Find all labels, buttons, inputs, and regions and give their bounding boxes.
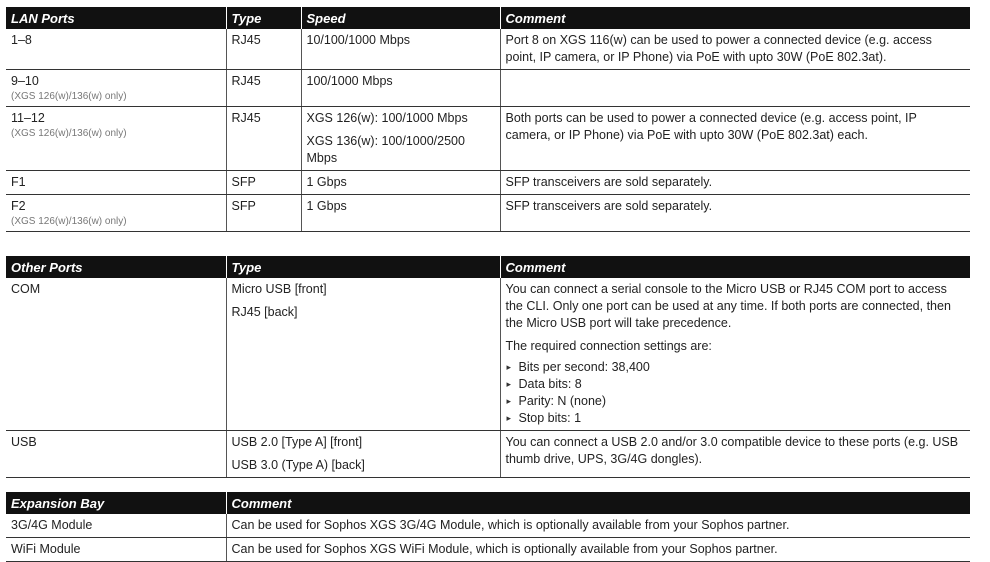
table-row	[6, 107, 970, 171]
port-type: RJ45	[226, 70, 301, 107]
col-expansion-bay: Expansion Bay	[6, 492, 226, 514]
table-row	[6, 538, 970, 562]
expansion-bay-table	[6, 492, 970, 562]
port-name: USB	[6, 431, 226, 478]
port-comment: You can connect a USB 2.0 and/or 3.0 compatible device to these ports (e.g. USB thumb drive, UPS, 3G/4G dongles).	[500, 431, 970, 478]
port-name: 1–8	[6, 29, 226, 70]
col-speed: Speed	[301, 7, 500, 29]
lan-ports-table	[6, 7, 970, 232]
module-name: WiFi Module	[6, 538, 226, 562]
port-comment: SFP transceivers are sold separately.	[500, 171, 970, 195]
other-ports-table	[6, 256, 970, 478]
port-name: 9–10 (XGS 126(w)/136(w) only)	[6, 70, 226, 107]
port-type: Micro USB [front] RJ45 [back]	[226, 278, 500, 431]
col-comment: Comment	[500, 7, 970, 29]
port-name: F2 (XGS 126(w)/136(w) only)	[6, 195, 226, 232]
port-type: RJ45	[226, 107, 301, 171]
port-note: (XGS 126(w)/136(w) only)	[11, 216, 127, 227]
col-comment: Comment	[226, 492, 970, 514]
list-item: ▸ Data bits: 8	[506, 376, 966, 393]
other-ports-header	[6, 256, 970, 278]
port-type: SFP	[226, 171, 301, 195]
port-comment: You can connect a serial console to the Micro USB or RJ45 COM port to access the CLI. Only one port can be used at any time. If both ports are connected, then the Micro USB port will take precedence. The required connection settings are: ▸ Bits per second: 38,400 ▸ Data bits: 8 ▸ Parity: N (none) ▸ Stop bits: 1	[500, 278, 970, 431]
col-other-ports: Other Ports	[6, 256, 226, 278]
port-comment: SFP transceivers are sold separately.	[500, 195, 970, 232]
port-note: (XGS 126(w)/136(w) only)	[11, 128, 127, 139]
module-comment: Can be used for Sophos XGS WiFi Module, which is optionally available from your Sophos partner.	[226, 538, 970, 562]
module-comment: Can be used for Sophos XGS 3G/4G Module, which is optionally available from your Sophos partner.	[226, 514, 970, 538]
port-type: RJ45	[226, 29, 301, 70]
table-row	[6, 195, 970, 232]
col-comment: Comment	[500, 256, 970, 278]
col-type: Type	[226, 256, 500, 278]
port-comment: Both ports can be used to power a connected device (e.g. access point, IP camera, or IP Phone) via PoE with upto 30W (PoE 802.3at) each.	[500, 107, 970, 171]
port-speed: 1 Gbps	[301, 195, 500, 232]
port-note: (XGS 126(w)/136(w) only)	[11, 91, 127, 102]
table-row	[6, 278, 970, 431]
port-name: F1	[6, 171, 226, 195]
port-speed: 1 Gbps	[301, 171, 500, 195]
table-row	[6, 431, 970, 478]
port-name: COM	[6, 278, 226, 431]
col-lan-ports: LAN Ports	[6, 7, 226, 29]
table-row	[6, 29, 970, 70]
table-row	[6, 514, 970, 538]
list-item: ▸ Stop bits: 1	[506, 410, 966, 427]
settings-intro: The required connection settings are:	[505, 339, 712, 353]
port-speed: 100/1000 Mbps	[301, 70, 500, 107]
port-type: SFP	[226, 195, 301, 232]
module-name: 3G/4G Module	[6, 514, 226, 538]
port-type: USB 2.0 [Type A] [front] USB 3.0 (Type A) [back]	[226, 431, 500, 478]
port-comment	[500, 70, 970, 107]
list-item: ▸ Parity: N (none)	[506, 393, 966, 410]
table-row	[6, 70, 970, 107]
port-name: 11–12 (XGS 126(w)/136(w) only)	[6, 107, 226, 171]
col-type: Type	[226, 7, 301, 29]
list-item: ▸ Bits per second: 38,400	[506, 359, 966, 376]
port-comment: Port 8 on XGS 116(w) can be used to power a connected device (e.g. access point, IP camera, or IP Phone) via PoE with upto 30W (PoE 802.3at).	[500, 29, 970, 70]
lan-ports-header	[6, 7, 970, 29]
port-speed: 10/100/1000 Mbps	[301, 29, 500, 70]
expansion-bay-header	[6, 492, 970, 514]
settings-list	[506, 359, 966, 427]
port-speed: XGS 126(w): 100/1000 Mbps XGS 136(w): 100/1000/2500 Mbps	[301, 107, 500, 171]
table-row	[6, 171, 970, 195]
